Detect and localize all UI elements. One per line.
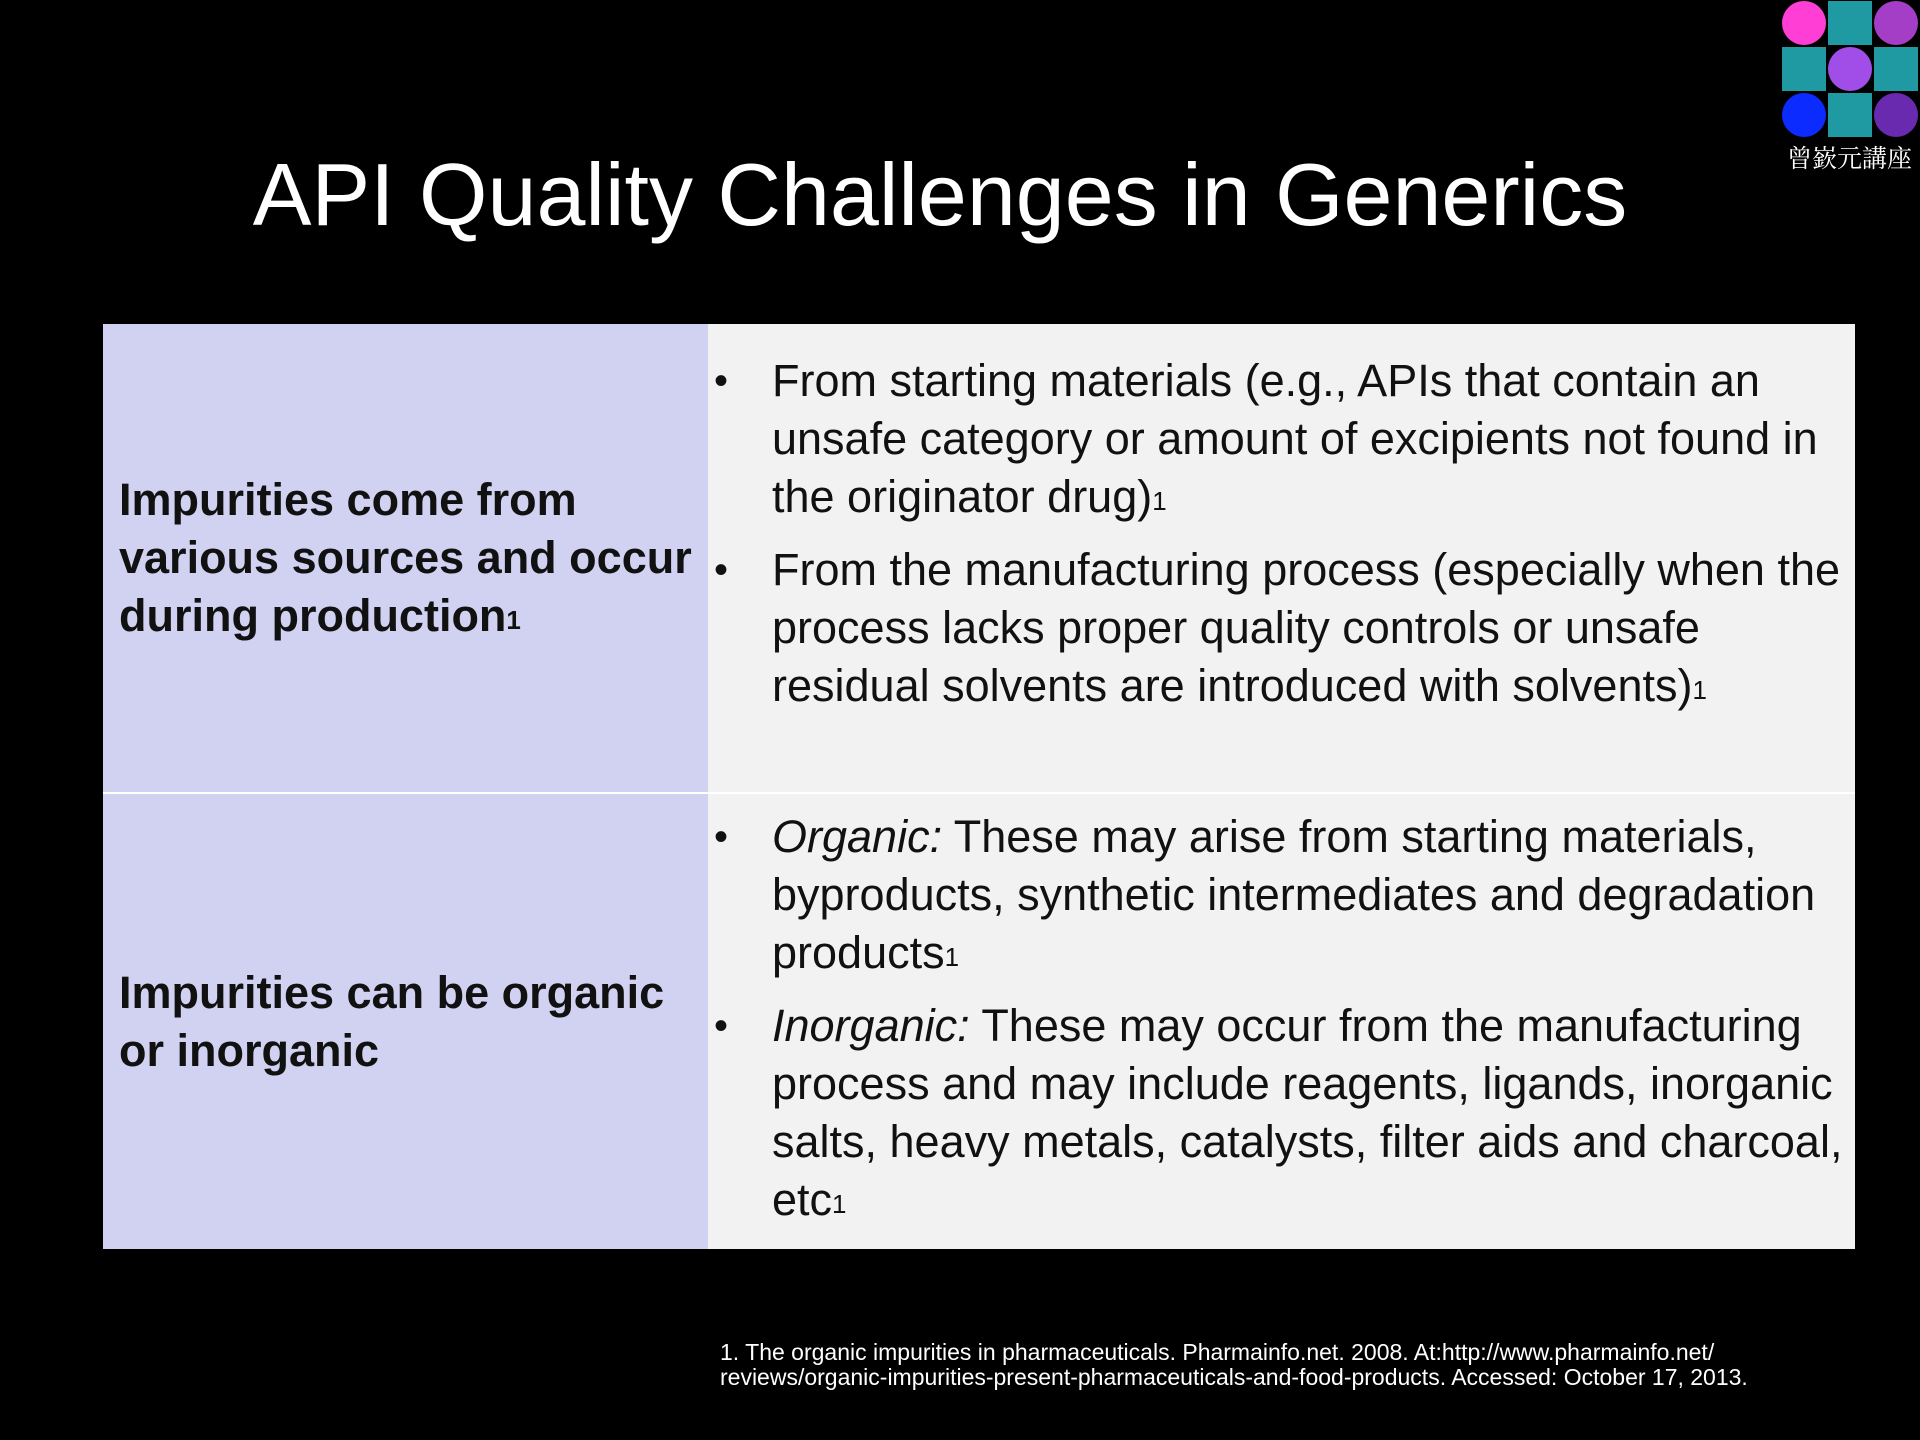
- logo-mosaic: [1781, 0, 1919, 138]
- logo-tile: [1874, 1, 1918, 45]
- logo-caption: 曾嶔元講座: [1786, 144, 1912, 173]
- row-label: Impurities come from various sources and occur during production$^1$: [119, 474, 692, 641]
- logo-tile: [1782, 1, 1826, 45]
- logo-tile: [1874, 47, 1918, 91]
- logo-tile: [1828, 1, 1872, 45]
- bullet-list: [708, 808, 1855, 1244]
- bullet-icon: •: [714, 548, 729, 592]
- content-table: [103, 324, 1855, 1249]
- citation-footnote: [720, 1340, 1910, 1390]
- slide-title: API Quality Challenges in Generics: [252, 145, 1628, 244]
- row-label: Impurities can be organic or inorganic: [119, 966, 665, 1076]
- citation-line: reviews/organic-impurities-present-pharmaceuticals-and-food-products. Accessed: October 17, 2013.: [720, 1364, 1748, 1390]
- row-content-cell: [708, 324, 1855, 792]
- row-label-cell: [103, 324, 708, 792]
- footnote-ref: 1: [1692, 675, 1707, 705]
- bullet-prefix: Inorganic:: [772, 1000, 970, 1051]
- table-row: [103, 794, 1855, 1249]
- logo-tile: [1782, 93, 1826, 137]
- list-item: • From starting materials (e.g., APIs that contain an unsafe category or amount of excipients not found in the originator drug)$^1$: [708, 352, 1855, 526]
- footnote-ref: 1: [506, 605, 521, 635]
- list-item: • Organic: These may arise from starting materials, byproducts, synthetic intermediates and degradation products$^1$: [708, 808, 1855, 982]
- logo-tile: [1782, 47, 1826, 91]
- logo-tile: [1828, 93, 1872, 137]
- bullet-icon: •: [714, 1004, 729, 1048]
- bullet-prefix: Organic:: [772, 811, 943, 862]
- footnote-ref: 1: [1152, 486, 1167, 516]
- row-label-cell: [103, 794, 708, 1249]
- footnote-ref: 1: [832, 1189, 847, 1219]
- row-content-cell: [708, 794, 1855, 1249]
- table-row: [103, 324, 1855, 792]
- logo-tile: [1874, 93, 1918, 137]
- footnote-ref: 1: [944, 942, 960, 972]
- list-item: • Inorganic: These may occur from the manufacturing process and may include reagents, ligands, inorganic salts, heavy metals, catalysts, filter aids and charcoal, etc$^1$: [708, 997, 1855, 1229]
- bullet-list: [708, 352, 1855, 730]
- logo-tile: [1828, 47, 1872, 91]
- citation-line: 1. The organic impurities in pharmaceuticals. Pharmainfo.net. 2008. At:http://www.pharmainfo.net/: [720, 1339, 1715, 1365]
- list-item: • From the manufacturing process (especially when the process lacks proper quality controls or unsafe residual solvents are introduced with solvents)$^1$: [708, 541, 1855, 715]
- bullet-icon: •: [714, 359, 729, 403]
- bullet-icon: •: [714, 815, 729, 859]
